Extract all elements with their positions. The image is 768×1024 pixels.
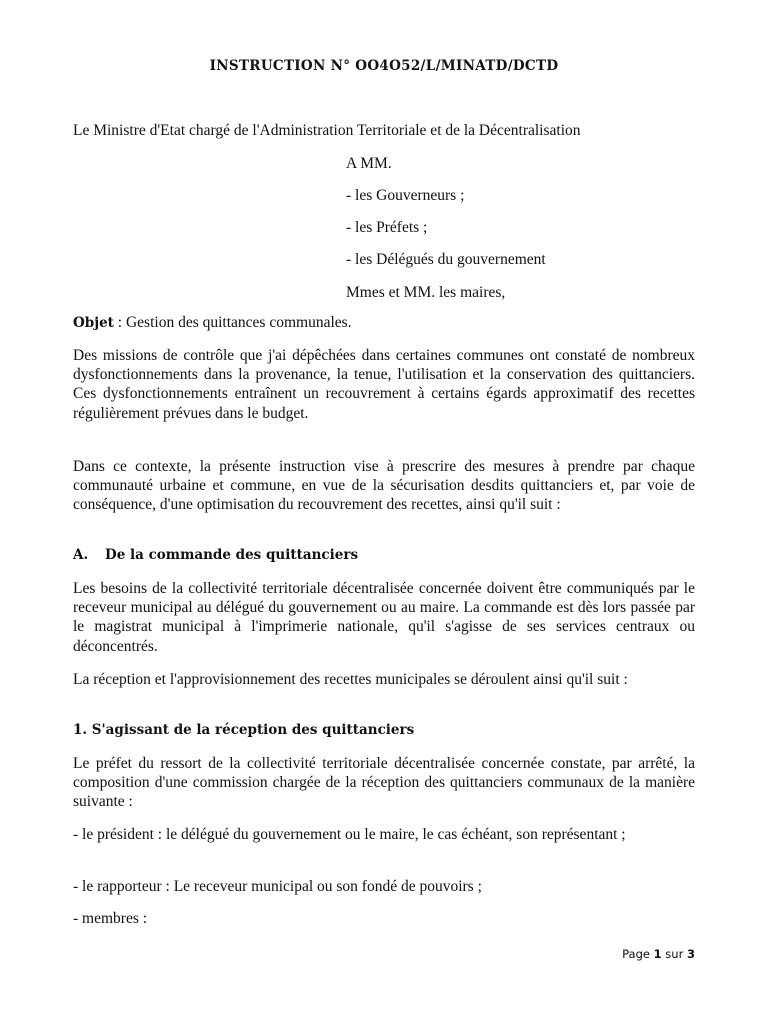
paragraph-rapporteur: - le rapporteur : Le receveur municipal ou son fondé de pouvoirs ; xyxy=(73,878,482,895)
footer-of-word: sur xyxy=(661,947,687,961)
recipient-gouverneurs: - les Gouverneurs ; xyxy=(346,187,465,204)
document-title: INSTRUCTION N° OO4O52/L/MINATD/DCTD xyxy=(209,58,559,74)
paragraph-besoins: Les besoins de la collectivité territoriale décentralisée concernée doivent être communiqués par le receveur municipal au délégué du gouvernement ou au maire. La commande est dès lors passée par le magistrat municipal à l'imprimerie nationale, qu'il s'agisse de ses services centraux ou déconcentrés. xyxy=(73,580,695,655)
footer-total-pages: 3 xyxy=(686,947,695,961)
recipient-maires: Mmes et MM. les maires, xyxy=(346,284,506,301)
footer-current-page: 1 xyxy=(653,947,662,961)
paragraph-membres: - membres : xyxy=(73,910,148,927)
objet-line xyxy=(73,314,352,332)
paragraph-missions: Des missions de contrôle que j'ai dépêchées dans certaines communes ont constaté de nombreux dysfonctionnements dans la provenance, la tenue, l'utilisation et la conservation des quittanciers. Ces dysfonctionnements entraînent un recouvrement à certains égards approximatif des recettes régulièrement prévues dans le budget. xyxy=(73,347,695,422)
objet-label: Objet xyxy=(73,315,114,331)
objet-text: : Gestion des quittances communales. xyxy=(113,314,352,331)
section-a-title: De la commande des quittanciers xyxy=(105,547,359,563)
page-number-footer xyxy=(622,947,695,961)
section-a-heading xyxy=(73,547,358,563)
sender-line: Le Ministre d'Etat chargé de l'Administration Territoriale et de la Décentralisation xyxy=(73,122,581,139)
recipient-delegues: - les Délégués du gouvernement xyxy=(346,251,546,268)
paragraph-reception: La réception et l'approvisionnement des recettes municipales se déroulent ainsi qu'il suit : xyxy=(73,671,628,688)
recipient-prefets: - les Préfets ; xyxy=(346,219,428,236)
recipients-intro: A MM. xyxy=(346,155,392,172)
paragraph-prefet: Le préfet du ressort de la collectivité territoriale décentralisée concernée constate, par arrêté, la composition d'une commission chargée de la réception des quittanciers communaux de la manière suivante : xyxy=(73,755,695,811)
section-a-letter: A. xyxy=(73,547,89,563)
section-1-heading: 1. S'agissant de la réception des quittanciers xyxy=(73,722,415,738)
paragraph-contexte: Dans ce contexte, la présente instruction vise à prescrire des mesures à prendre par chaque communauté urbaine et commune, en vue de la sécurisation desdits quittanciers et, par voie de conséquence, d'une optimisation du recouvrement des recettes, ainsi qu'il suit : xyxy=(73,458,695,514)
paragraph-president: - le président : le délégué du gouvernement ou le maire, le cas échéant, son représentant ; xyxy=(73,826,626,843)
footer-page-word: Page xyxy=(622,947,654,961)
